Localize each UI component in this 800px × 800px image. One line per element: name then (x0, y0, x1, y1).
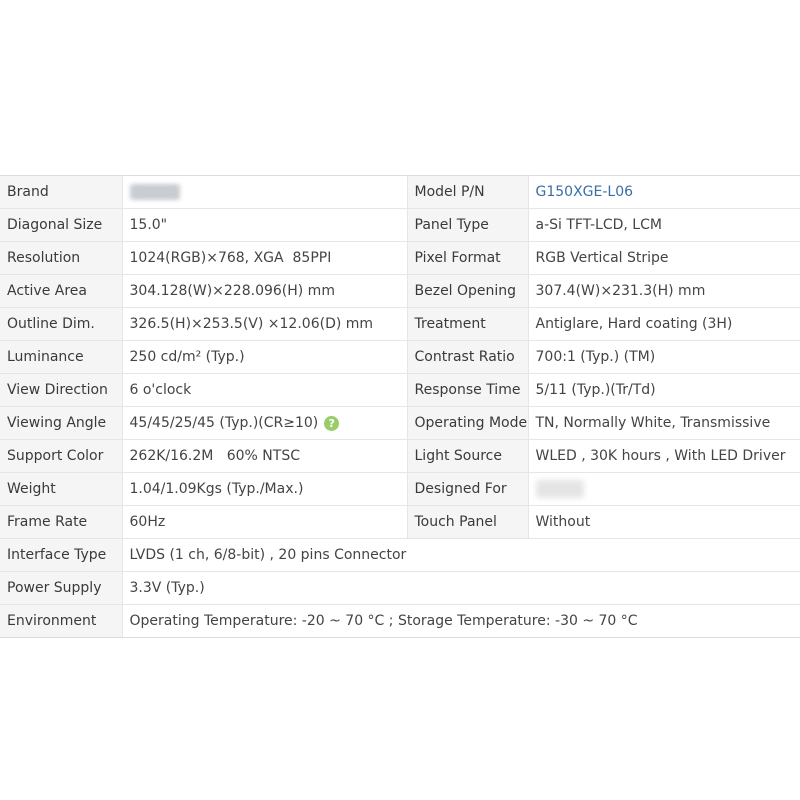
table-row (0, 209, 800, 242)
viewing-angle-label: Viewing Angle (0, 407, 122, 440)
interface-type-label: Interface Type (0, 539, 122, 572)
contrast-ratio-value: 700:1 (Typ.) (TM) (528, 341, 800, 374)
support-color-label: Support Color (0, 440, 122, 473)
weight-label: Weight (0, 473, 122, 506)
environment-value: Operating Temperature: -20 ~ 70 °C ; Storage Temperature: -30 ~ 70 °C (122, 605, 800, 638)
table-row (0, 374, 800, 407)
resolution-label: Resolution (0, 242, 122, 275)
bezel-opening-value: 307.4(W)×231.3(H) mm (528, 275, 800, 308)
table-row (0, 539, 800, 572)
outline-dim-label: Outline Dim. (0, 308, 122, 341)
pixel-format-label: Pixel Format (407, 242, 528, 275)
panel-type-value: a-Si TFT-LCD, LCM (528, 209, 800, 242)
light-source-label: Light Source (407, 440, 528, 473)
panel-type-label: Panel Type (407, 209, 528, 242)
designed-for-redacted (536, 480, 584, 498)
table-row (0, 308, 800, 341)
outline-dim-value: 326.5(H)×253.5(V) ×12.06(D) mm (122, 308, 407, 341)
response-time-value: 5/11 (Typ.)(Tr/Td) (528, 374, 800, 407)
designed-for-label: Designed For (407, 473, 528, 506)
model-pn-label: Model P/N (407, 176, 528, 209)
table-row (0, 473, 800, 506)
brand-label: Brand (0, 176, 122, 209)
diagonal-size-label: Diagonal Size (0, 209, 122, 242)
power-supply-value: 3.3V (Typ.) (122, 572, 800, 605)
table-row (0, 440, 800, 473)
operating-mode-value: TN, Normally White, Transmissive (528, 407, 800, 440)
active-area-value: 304.128(W)×228.096(H) mm (122, 275, 407, 308)
table-row (0, 176, 800, 209)
weight-value: 1.04/1.09Kgs (Typ./Max.) (122, 473, 407, 506)
table-row (0, 407, 800, 440)
luminance-value: 250 cd/m² (Typ.) (122, 341, 407, 374)
luminance-label: Luminance (0, 341, 122, 374)
active-area-label: Active Area (0, 275, 122, 308)
spec-table (0, 175, 800, 638)
table-row (0, 341, 800, 374)
bezel-opening-label: Bezel Opening (407, 275, 528, 308)
response-time-label: Response Time (407, 374, 528, 407)
viewing-angle-value: 45/45/25/45 (Typ.)(CR≥10) (129, 415, 319, 431)
treatment-label: Treatment (407, 308, 528, 341)
pixel-format-value: RGB Vertical Stripe (528, 242, 800, 275)
model-pn-value[interactable] (528, 176, 800, 209)
frame-rate-value: 60Hz (122, 506, 407, 539)
resolution-value: 1024(RGB)×768, XGA 85PPI (122, 242, 407, 275)
table-row (0, 242, 800, 275)
frame-rate-label: Frame Rate (0, 506, 122, 539)
power-supply-label: Power Supply (0, 572, 122, 605)
model-pn-link[interactable]: G150XGE-L06 (535, 184, 634, 200)
touch-panel-label: Touch Panel (407, 506, 528, 539)
environment-label: Environment (0, 605, 122, 638)
view-direction-value: 6 o'clock (122, 374, 407, 407)
table-row (0, 275, 800, 308)
diagonal-size-value: 15.0" (122, 209, 407, 242)
table-row (0, 572, 800, 605)
table-row (0, 605, 800, 638)
light-source-value: WLED , 30K hours , With LED Driver (528, 440, 800, 473)
table-row (0, 506, 800, 539)
operating-mode-label: Operating Mode (407, 407, 528, 440)
designed-for-value (528, 473, 800, 506)
support-color-value: 262K/16.2M 60% NTSC (122, 440, 407, 473)
contrast-ratio-label: Contrast Ratio (407, 341, 528, 374)
help-icon[interactable]: ? (324, 416, 339, 431)
brand-value (122, 176, 407, 209)
view-direction-label: View Direction (0, 374, 122, 407)
touch-panel-value: Without (528, 506, 800, 539)
interface-type-value: LVDS (1 ch, 6/8-bit) , 20 pins Connector (122, 539, 800, 572)
viewing-angle-cell (122, 407, 407, 440)
treatment-value: Antiglare, Hard coating (3H) (528, 308, 800, 341)
brand-logo-redacted (130, 184, 180, 200)
